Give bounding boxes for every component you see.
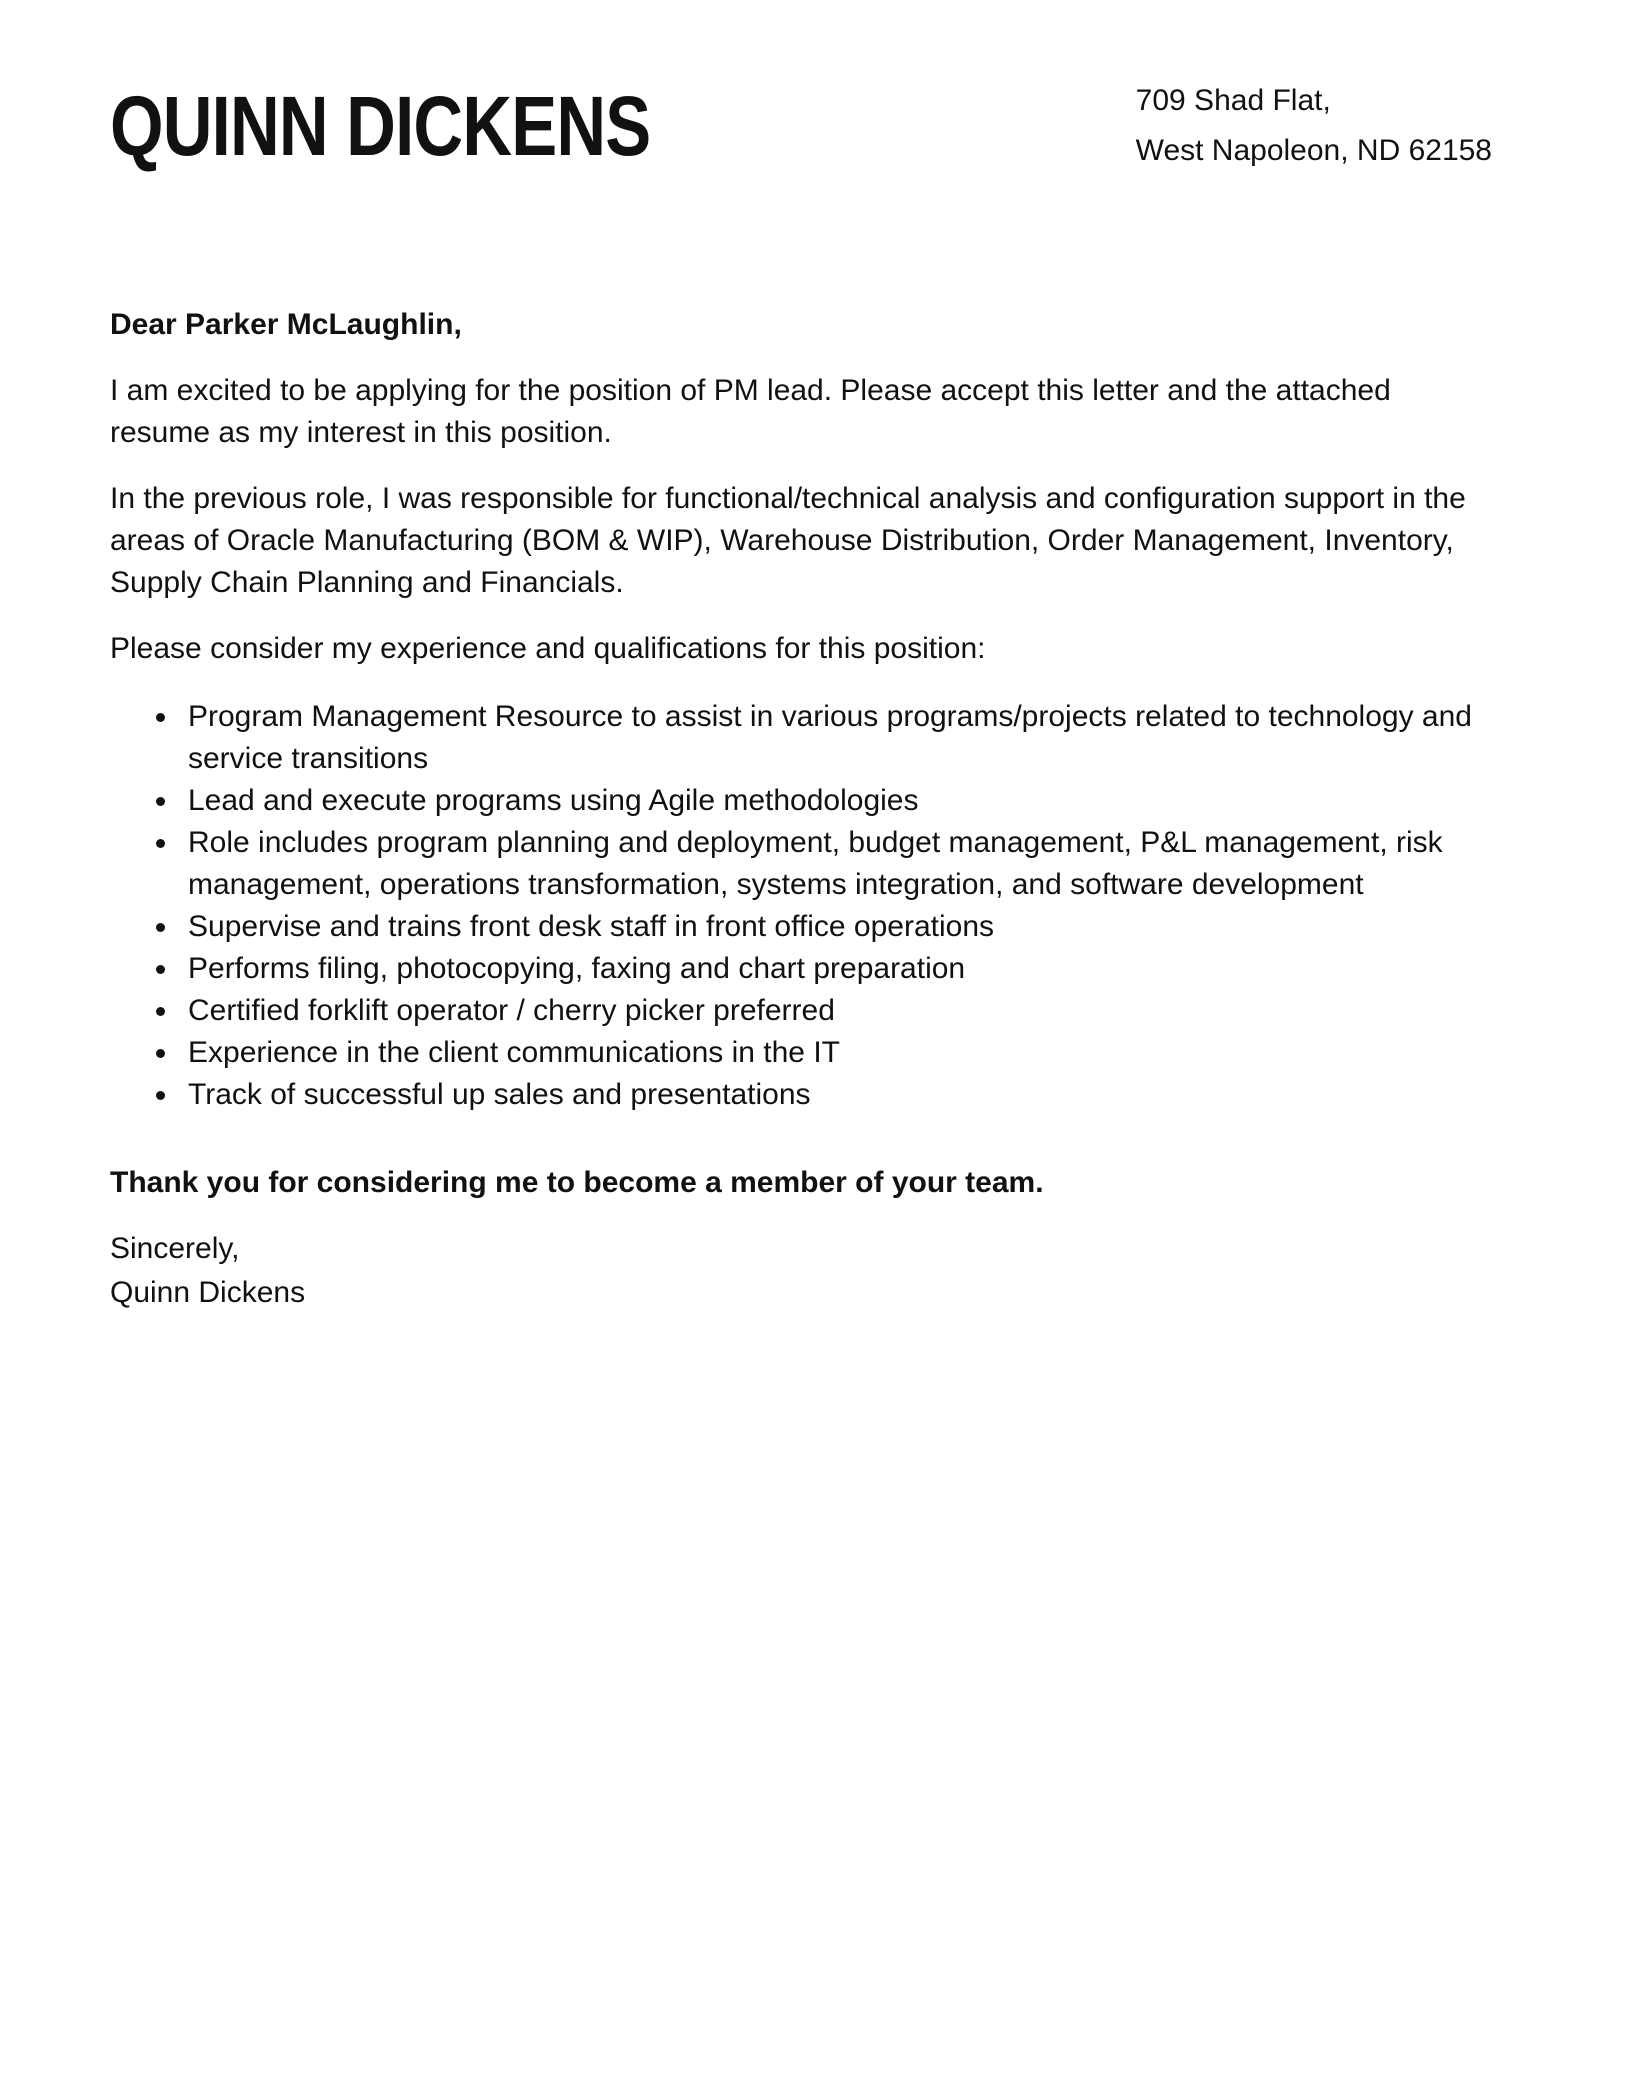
paragraph-previous-role: In the previous role, I was responsible for functional/technical analysis and configuration support in the areas of Oracle Manufacturing (BOM & WIP), Warehouse Distribution, Order Management, Inventory, Supply Chain Planning and Financials. xyxy=(110,482,1466,599)
paragraph-intro: I am excited to be applying for the position of PM lead. Please accept this letter and the attached resume as my interest in this position. xyxy=(110,374,1391,449)
qualifications-list xyxy=(110,696,1492,1116)
bullet-item: • Program Management Resource to assist in various programs/projects related to technology and service transitions xyxy=(180,696,1492,780)
sender-address xyxy=(1136,76,1492,176)
bullet-item: • Lead and execute programs using Agile methodologies xyxy=(180,780,1492,822)
bullet-item: • Experience in the client communications in the IT xyxy=(180,1032,1492,1074)
signoff: Sincerely, xyxy=(110,1232,240,1265)
signature-name: Quinn Dickens xyxy=(110,1276,306,1309)
bullet-item: • Track of successful up sales and presentations xyxy=(180,1074,1492,1116)
paragraph-consider: Please consider my experience and qualifications for this position: xyxy=(110,632,986,665)
bullet-item: • Supervise and trains front desk staff in front office operations xyxy=(180,906,1492,948)
sender-name: QUINN DICKENS xyxy=(110,79,651,173)
closing-statement: Thank you for considering me to become a member of your team. xyxy=(110,1166,1044,1199)
bullet-item: • Certified forklift operator / cherry picker preferred xyxy=(180,990,1492,1032)
address-line-1: 709 Shad Flat, xyxy=(1135,84,1331,117)
greeting: Dear Parker McLaughlin, xyxy=(110,308,462,341)
letter-header xyxy=(110,76,1492,176)
bullet-item: • Performs filing, photocopying, faxing and chart preparation xyxy=(180,948,1492,990)
letter-body xyxy=(110,304,1492,1314)
address-line-2: West Napoleon, ND 62158 xyxy=(1135,134,1492,167)
bullet-item: • Role includes program planning and deployment, budget management, P&L management, risk management, operations transformation, systems integration, and software development xyxy=(180,822,1492,906)
